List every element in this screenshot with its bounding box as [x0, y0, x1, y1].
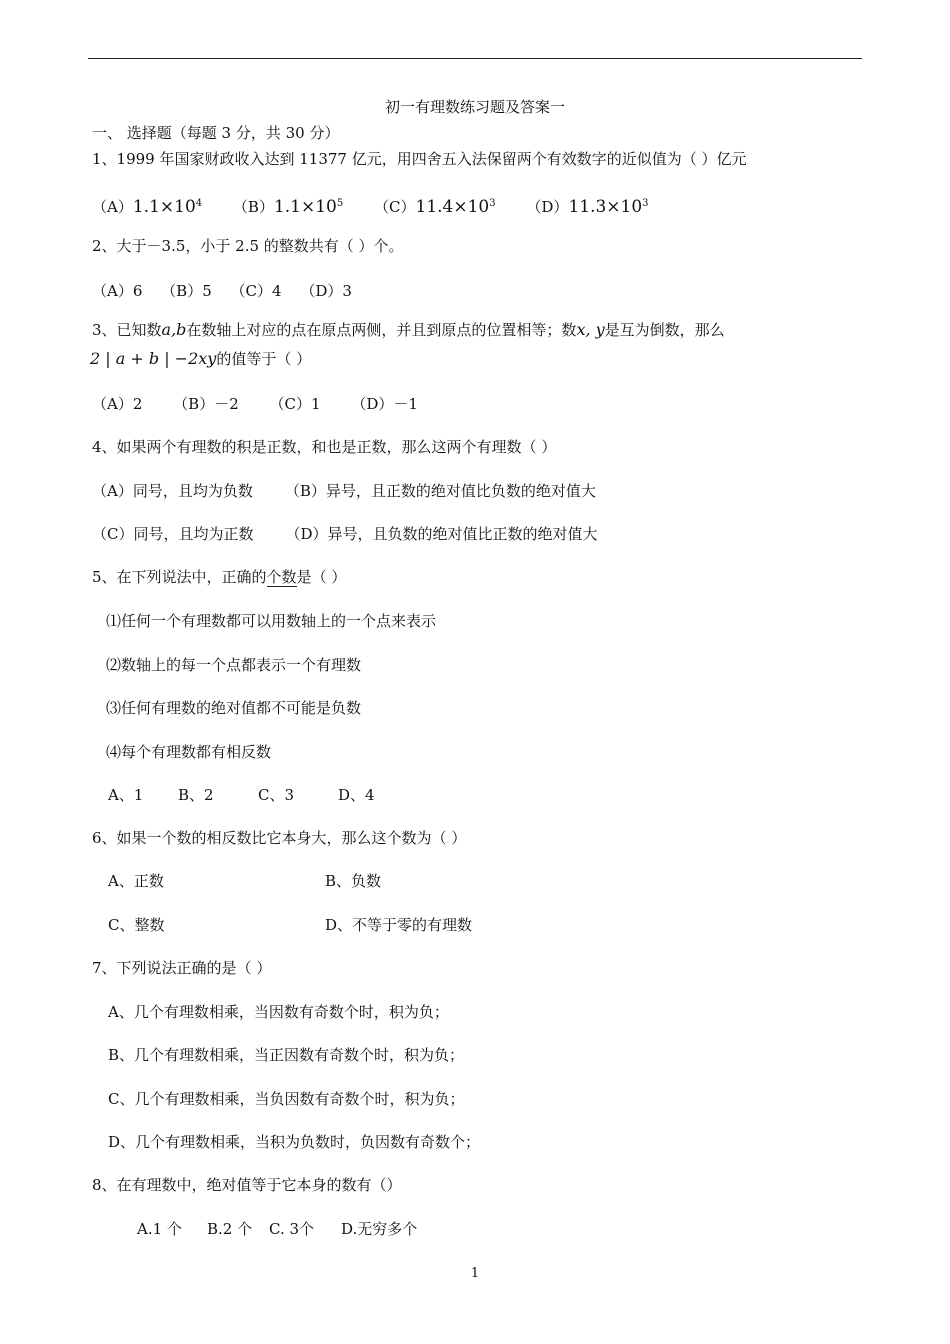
document-title: 初一有理数练习题及答案一	[384, 98, 565, 116]
option: $(A)1.1\times 10^4$	[92, 197, 203, 217]
question-5-options	[108, 785, 375, 805]
question-4: 4、如果两个有理数的积是正数，和也是正数，那么这两个有理数（ ）	[92, 438, 557, 456]
option: C、整数	[108, 916, 165, 934]
question-2-options	[92, 281, 366, 301]
option: D、4	[338, 786, 375, 804]
question-3-options	[92, 394, 444, 414]
option: C. 3个	[269, 1220, 315, 1238]
question-7-option: D、几个有理数相乘，当积为负数时，负因数有奇数个；	[108, 1133, 481, 1151]
option: D.无穷多个	[341, 1220, 418, 1238]
question-5-statement: ⑴任何一个有理数都可以用数轴上的一个点来表示	[106, 612, 437, 630]
option: （A）同号，且均为负数	[92, 482, 253, 500]
question-6-options-row-1	[108, 871, 381, 891]
option: $(D)11.3\times 10^3$	[526, 197, 649, 217]
question-6-options-row-2	[108, 915, 472, 935]
header-rule	[88, 58, 862, 59]
question-5: 5、在下列说法中，正确的个数是（ ）	[92, 568, 347, 586]
question-3-line-1: 3、已知数a,b在数轴上对应的点在原点两侧，并且到原点的位置相等；数x, y是互为倒数，那么	[92, 320, 725, 339]
question-7-option: A、几个有理数相乘，当因数有奇数个时，积为负；	[108, 1003, 449, 1021]
option: （C）同号，且均为正数	[92, 525, 254, 543]
option: A.1 个	[137, 1220, 182, 1238]
option: B、负数	[325, 872, 382, 890]
question-5-statement: ⑶任何有理数的绝对值都不可能是负数	[106, 699, 362, 717]
option: D、不等于零的有理数	[325, 916, 473, 934]
question-4-options-row-2	[92, 524, 598, 544]
option: C、3	[258, 786, 295, 804]
option: A、正数	[108, 872, 164, 890]
option: （D）－1	[351, 395, 418, 413]
question-5-statement: ⑷每个有理数都有相反数	[106, 743, 272, 761]
option: （B）－2	[173, 395, 239, 413]
question-7-option: C、几个有理数相乘，当负因数有奇数个时，积为负；	[108, 1090, 465, 1108]
page-number: 1	[470, 1266, 480, 1281]
question-8-options	[137, 1219, 417, 1239]
question-6: 6、如果一个数的相反数比它本身大，那么这个数为（ ）	[92, 829, 467, 847]
option: B.2 个	[207, 1220, 253, 1238]
option: （B）异号，且正数的绝对值比负数的绝对值大	[284, 482, 596, 500]
question-3-line-2: 2 | a + b | −2xy的值等于（ ）	[90, 349, 312, 368]
option: $(B)1.1\times 10^5$	[232, 197, 344, 217]
math-expression: 2 | a + b | −2xy	[90, 349, 217, 368]
option: B、2	[178, 786, 214, 804]
question-1: 1、1999 年国家财政收入达到 11377 亿元，用四舍五入法保留两个有效数字的近似值为（ ）亿元	[92, 150, 747, 168]
math-var-xy: x, y	[576, 320, 605, 339]
math-var-ab: a,b	[161, 320, 187, 339]
question-7: 7、下列说法正确的是（ ）	[92, 959, 272, 977]
option: $(C)11.4\times 10^3$	[374, 197, 496, 217]
option: A、1	[108, 786, 144, 804]
option: （B）5	[161, 282, 212, 300]
option: （A）6	[92, 282, 143, 300]
underlined-text: 个数	[266, 568, 297, 586]
option: （D）3	[300, 282, 352, 300]
section-heading: 一、 选择题（每题 3 分，共 30 分）	[92, 124, 340, 142]
question-2: 2、大于－3.5，小于 2.5 的整数共有（ ）个。	[92, 237, 404, 255]
option: （D）异号，且负数的绝对值比正数的绝对值大	[285, 525, 598, 543]
question-5-statement: ⑵数轴上的每一个点都表示一个有理数	[106, 656, 362, 674]
option: （C）1	[269, 395, 321, 413]
option: （C）4	[230, 282, 282, 300]
question-7-option: B、几个有理数相乘，当正因数有奇数个时，积为负；	[108, 1046, 465, 1064]
option: （A）2	[92, 395, 143, 413]
question-1-options	[92, 194, 675, 217]
question-8: 8、在有理数中，绝对值等于它本身的数有（）	[92, 1176, 402, 1194]
question-4-options-row-1	[92, 481, 596, 501]
